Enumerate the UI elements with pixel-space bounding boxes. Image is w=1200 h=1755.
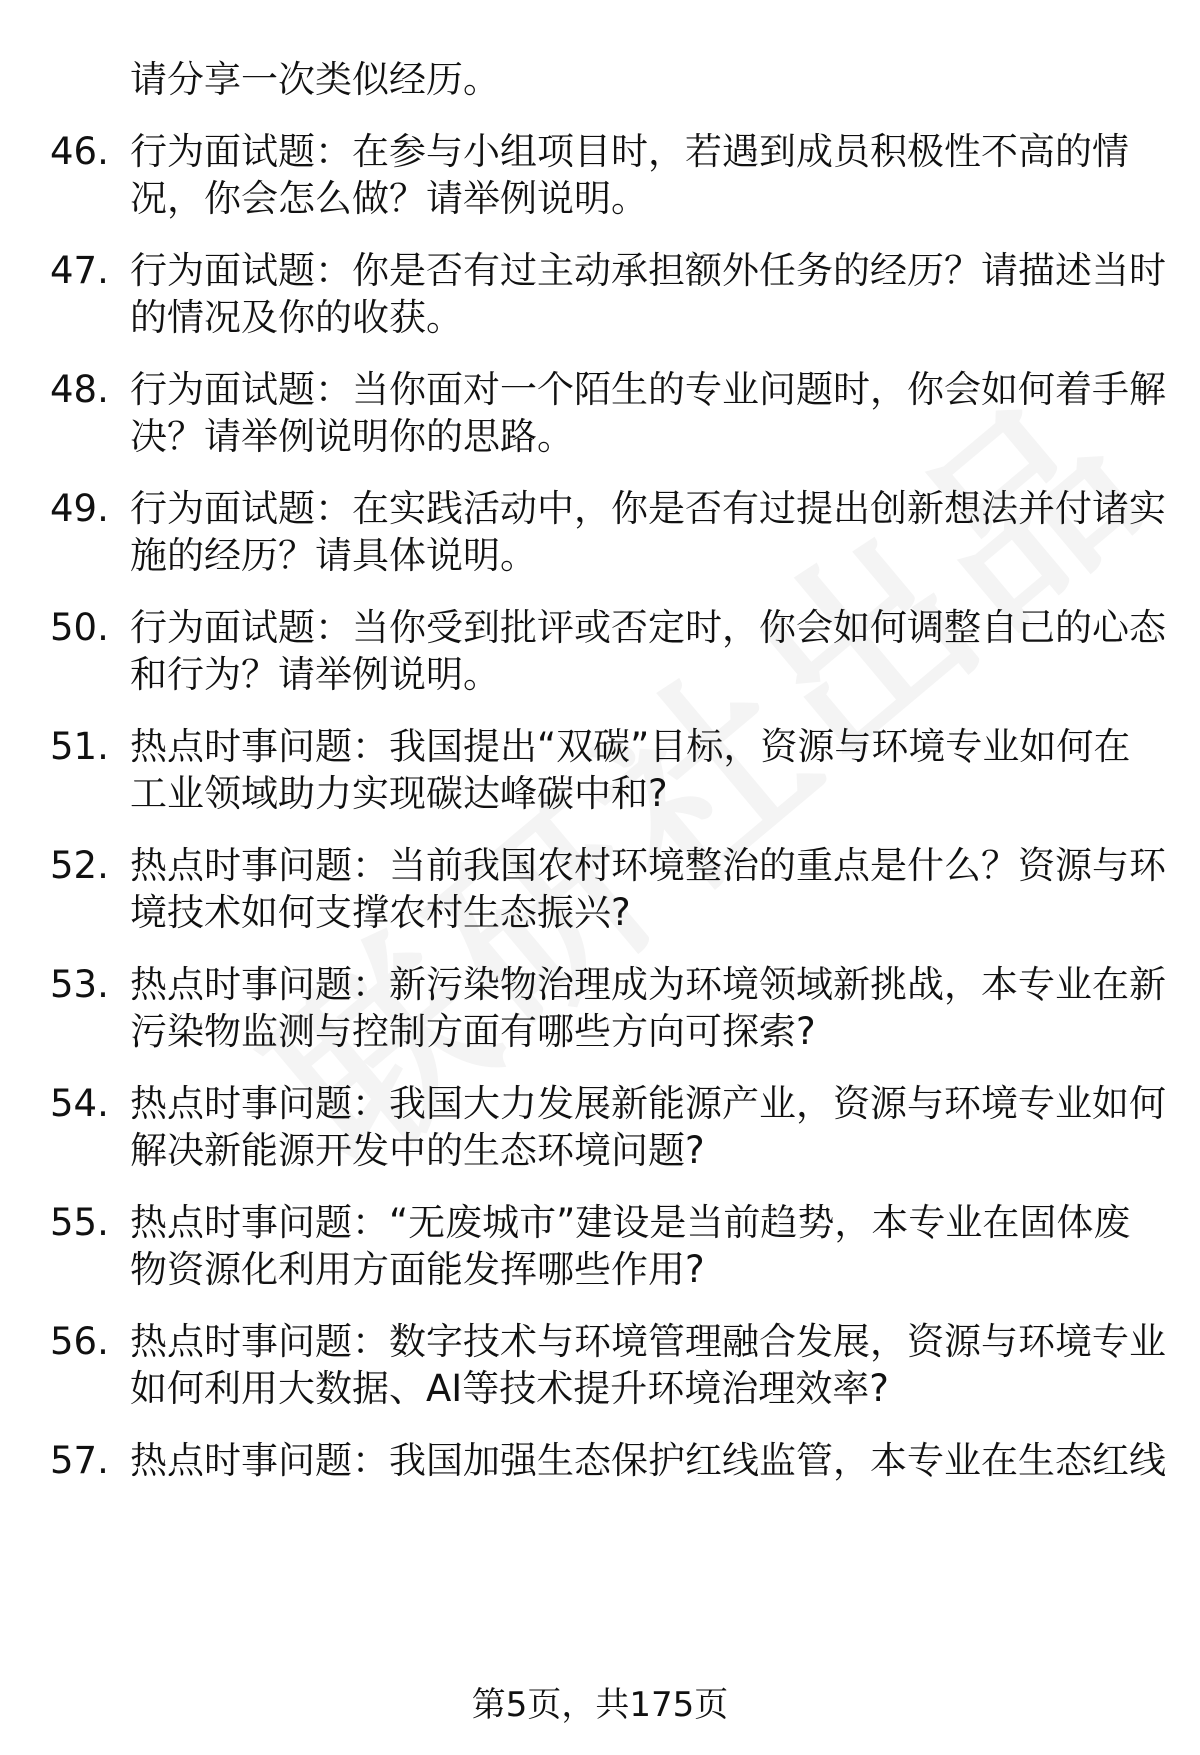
question-text-line2: 物资源化利用方面能发挥哪些作用? [130, 1248, 705, 1291]
question-text-line2: 境技术如何支撑农村生态振兴? [130, 891, 631, 934]
question-text-line1: 热点时事问题：当前我国农村环境整治的重点是什么？资源与环 [130, 844, 1166, 887]
question-number: 53. [50, 963, 109, 1006]
question-text-line2: 工业领域助力实现碳达峰碳中和? [130, 772, 668, 815]
question-number: 56. [50, 1320, 109, 1363]
question-text-line1: 热点时事问题：数字技术与环境管理融合发展，资源与环境专业 [130, 1320, 1166, 1363]
question-text-line1: 行为面试题：当你受到批评或否定时，你会如何调整自己的心态 [130, 606, 1166, 649]
question-text-line2: 施的经历？请具体说明。 [130, 534, 537, 577]
intro-line: 请分享一次类似经历。 [130, 58, 500, 101]
question-text-line1: 热点时事问题：我国加强生态保护红线监管，本专业在生态红线 [130, 1439, 1166, 1482]
question-text-line1: 热点时事问题：我国大力发展新能源产业，资源与环境专业如何 [130, 1082, 1166, 1125]
question-number: 49. [50, 487, 109, 530]
question-number: 51. [50, 725, 109, 768]
question-text-line1: 热点时事问题：我国提出“双碳”目标，资源与环境专业如何在 [130, 725, 1131, 768]
question-text-line2: 况，你会怎么做？请举例说明。 [130, 177, 648, 220]
question-number: 55. [50, 1201, 109, 1244]
question-text-line2: 污染物监测与控制方面有哪些方向可探索? [130, 1010, 816, 1053]
question-text-line2: 和行为？请举例说明。 [130, 653, 500, 696]
question-text-line1: 热点时事问题：新污染物治理成为环境领域新挑战，本专业在新 [130, 963, 1166, 1006]
question-number: 54. [50, 1082, 109, 1125]
question-text-line1: 行为面试题：在参与小组项目时，若遇到成员积极性不高的情 [130, 130, 1129, 173]
question-number: 46. [50, 130, 109, 173]
question-number: 52. [50, 844, 109, 887]
page-footer: 第5页，共175页 [471, 1685, 729, 1725]
question-number: 57. [50, 1439, 109, 1482]
question-number: 47. [50, 249, 109, 292]
question-text-line2: 的情况及你的收获。 [130, 296, 463, 339]
question-number: 48. [50, 368, 109, 411]
question-text-line2: 解决新能源开发中的生态环境问题? [130, 1129, 705, 1172]
question-text-line2: 决？请举例说明你的思路。 [130, 415, 574, 458]
question-text-line1: 行为面试题：你是否有过主动承担额外任务的经历？请描述当时 [130, 249, 1166, 292]
question-text-line2: 如何利用大数据、AI等技术提升环境治理效率? [130, 1367, 889, 1410]
question-text-line1: 行为面试题：当你面对一个陌生的专业问题时，你会如何着手解 [130, 368, 1166, 411]
question-number: 50. [50, 606, 109, 649]
question-text-line1: 热点时事问题：“无废城市”建设是当前趋势，本专业在固体废 [130, 1201, 1131, 1244]
question-text-line1: 行为面试题：在实践活动中，你是否有过提出创新想法并付诸实 [130, 487, 1166, 530]
